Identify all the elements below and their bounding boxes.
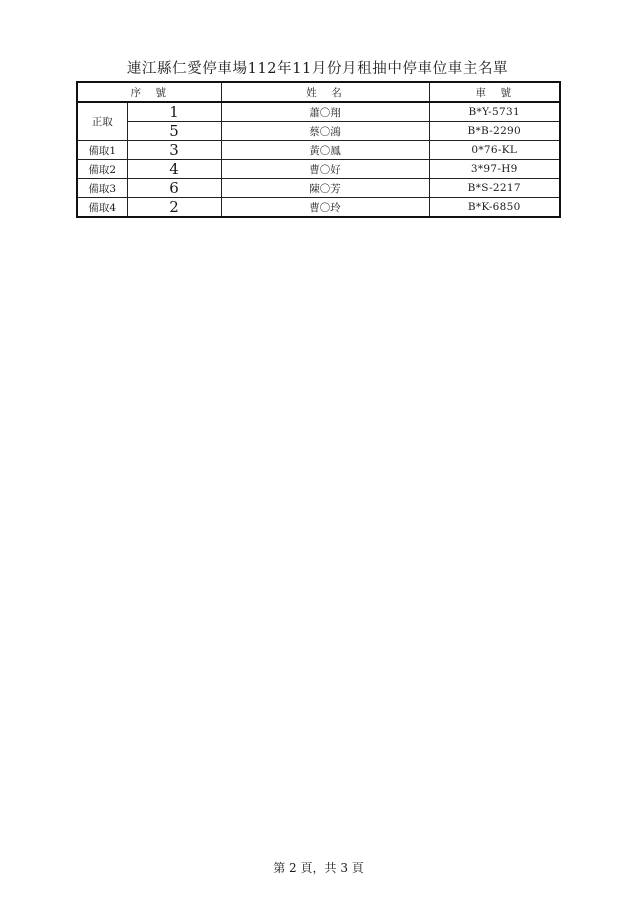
row-group: 備取2 [77,160,127,179]
row-name: 陳〇芳 [221,179,429,198]
row-number: 2 [127,198,221,218]
row-group: 備取1 [77,141,127,160]
row-plate: B*Y-5731 [429,102,560,122]
row-name: 曹〇好 [221,160,429,179]
header-name: 姓 名 [221,82,429,102]
row-plate: B*K-6850 [429,198,560,218]
row-plate: 0*76-KL [429,141,560,160]
header-seq: 序 號 [77,82,221,102]
row-name: 蔡〇鴻 [221,122,429,141]
table-header [77,82,560,102]
document-title: 連江縣仁愛停車場112年11月份月租抽中停車位車主名單 [126,61,509,77]
row-plate: 3*97-H9 [429,160,560,179]
header-row [77,82,560,102]
winners-table [76,81,561,218]
table-row [77,198,560,218]
row-number: 5 [127,122,221,141]
row-name: 曹〇玲 [221,198,429,218]
row-plate: B*S-2217 [429,179,560,198]
row-name: 黃〇鳳 [221,141,429,160]
row-number: 4 [127,160,221,179]
table-row [77,122,560,141]
table-row [77,141,560,160]
row-name: 蕭〇翔 [221,102,429,122]
page-footer: 第 2 頁，共 3 頁 [273,861,364,875]
table-body [77,102,560,217]
row-number: 3 [127,141,221,160]
row-group: 備取3 [77,179,127,198]
table-row [77,179,560,198]
header-plate: 車 號 [429,82,560,102]
row-number: 6 [127,179,221,198]
row-plate: B*B-2290 [429,122,560,141]
table-row [77,160,560,179]
row-number: 1 [127,102,221,122]
row-group: 正取 [77,102,127,141]
row-group: 備取4 [77,198,127,218]
table-row [77,102,560,122]
